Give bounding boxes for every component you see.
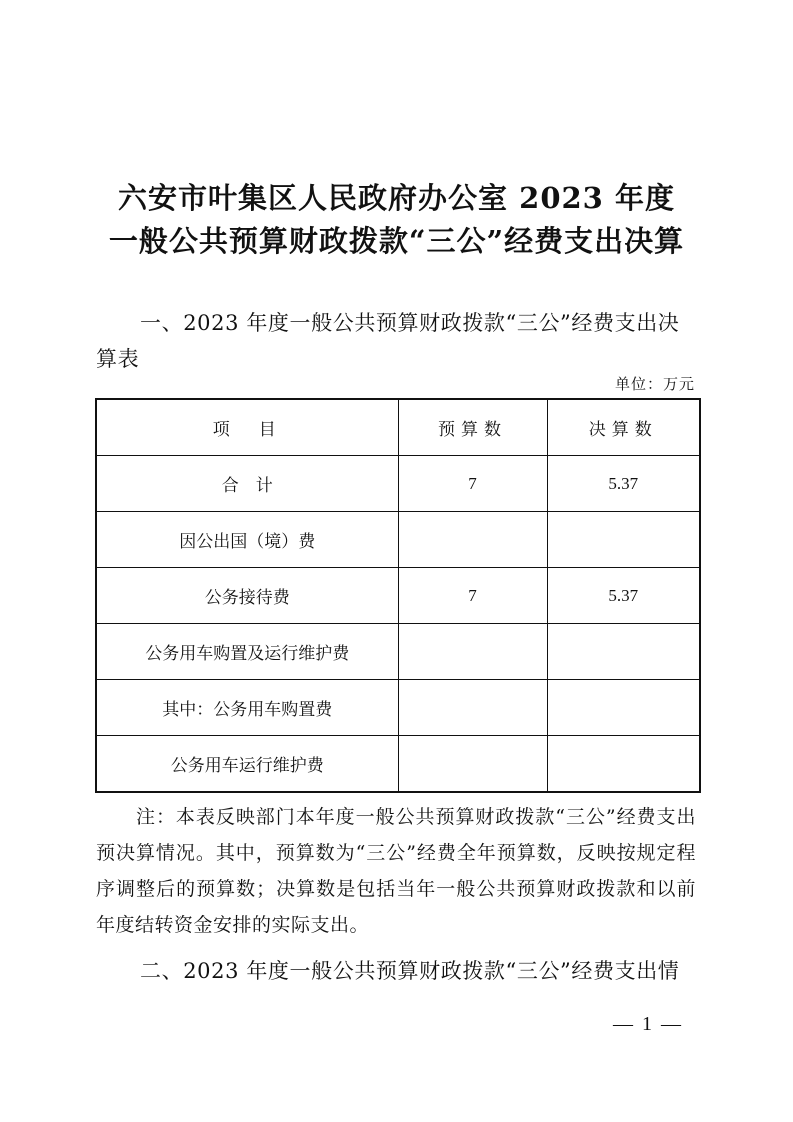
row-item-vehicle: 公务用车购置及运行维护费 bbox=[96, 624, 398, 680]
page-number: — 1 — bbox=[613, 1013, 683, 1035]
table-row bbox=[96, 512, 700, 568]
row-item-vehicle-purchase: 其中：公务用车购置费 bbox=[96, 680, 398, 736]
header-budget: 预算数 bbox=[398, 399, 547, 456]
table-row bbox=[96, 456, 700, 512]
row-item-vehicle-maintenance: 公务用车运行维护费 bbox=[96, 736, 398, 793]
row-final-reception: 5.37 bbox=[547, 568, 700, 624]
section-1-heading: 一、2023 年度一般公共预算财政拨款“三公”经费支出决算表 bbox=[96, 311, 680, 371]
header-final: 决算数 bbox=[547, 399, 700, 456]
table-note: 注：本表反映部门本年度一般公共预算财政拨款“三公”经费支出预决算情况。其中，预算数为“三公”经费全年预算数，反映按规定程序调整后的预算数；决算数是包括当年一般公共预算财政拨款和以前年度结转资金安排的实际支出。 bbox=[96, 806, 696, 936]
header-item: 项 目 bbox=[96, 399, 398, 456]
document-title-line-2: 一般公共预算财政拨款“三公”经费支出决算 bbox=[108, 224, 685, 258]
row-budget-reception: 7 bbox=[398, 568, 547, 624]
row-final-vehicle-purchase bbox=[547, 680, 700, 736]
row-final-vehicle bbox=[547, 624, 700, 680]
table-header-row bbox=[96, 399, 700, 456]
expenditure-table bbox=[95, 398, 701, 793]
row-budget-vehicle-purchase bbox=[398, 680, 547, 736]
row-final-overseas bbox=[547, 512, 700, 568]
row-budget-vehicle-maintenance bbox=[398, 736, 547, 793]
row-budget-vehicle bbox=[398, 624, 547, 680]
table-row bbox=[96, 568, 700, 624]
table-row bbox=[96, 680, 700, 736]
row-final-vehicle-maintenance bbox=[547, 736, 700, 793]
row-final-total: 5.37 bbox=[547, 456, 700, 512]
row-item-reception: 公务接待费 bbox=[96, 568, 398, 624]
unit-label: 单位：万元 bbox=[614, 375, 695, 393]
table-row bbox=[96, 624, 700, 680]
table-row bbox=[96, 736, 700, 793]
document-title-line-1: 六安市叶集区人民政府办公室 2023 年度 bbox=[118, 181, 675, 215]
row-budget-total: 7 bbox=[398, 456, 547, 512]
row-budget-overseas bbox=[398, 512, 547, 568]
row-item-overseas: 因公出国（境）费 bbox=[96, 512, 398, 568]
section-2-heading: 二、2023 年度一般公共预算财政拨款“三公”经费支出情 bbox=[140, 959, 680, 983]
row-item-total: 合 计 bbox=[96, 456, 398, 512]
